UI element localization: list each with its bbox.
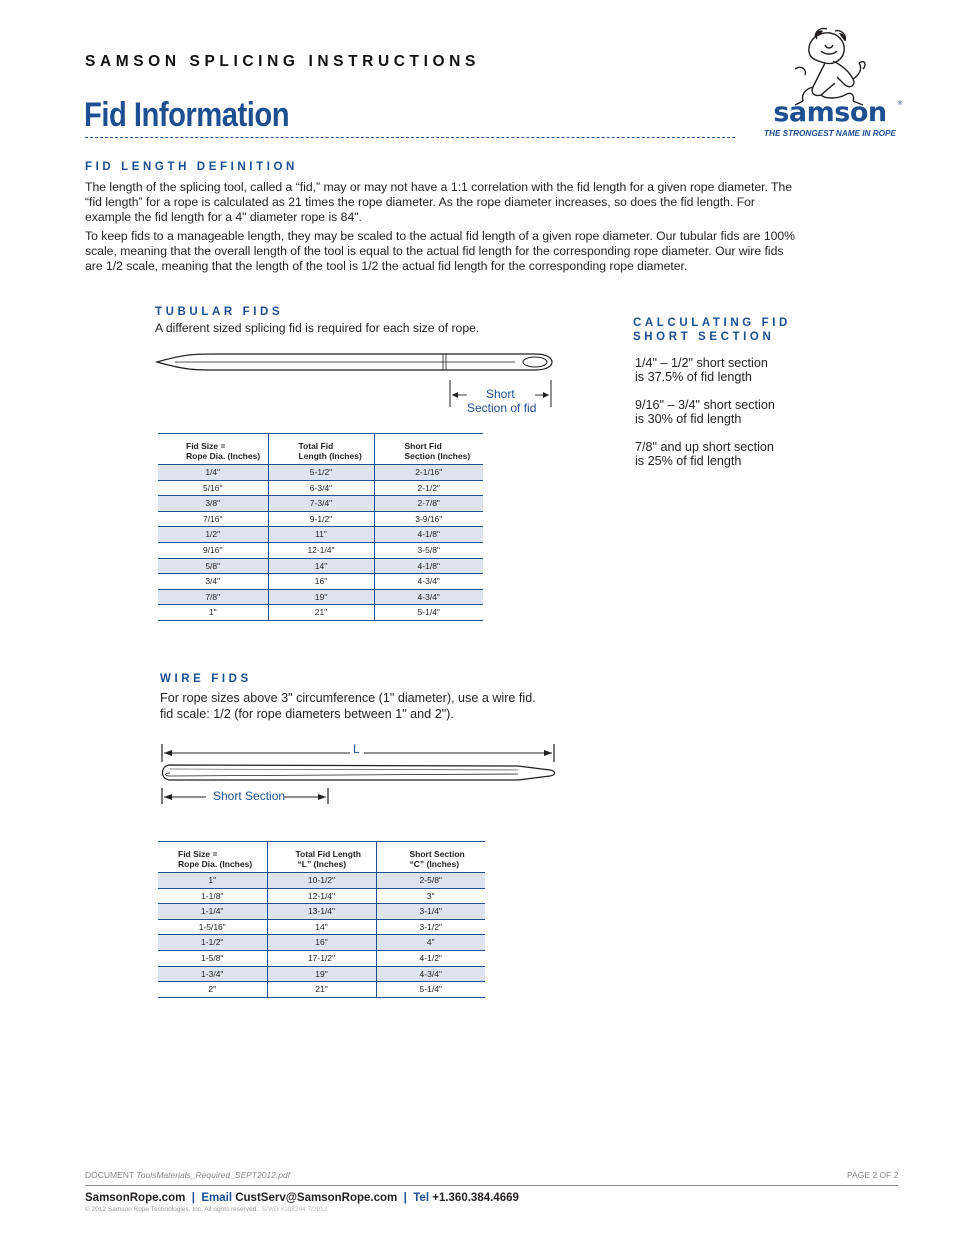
short-section-cell: 5-1/4" bbox=[374, 605, 483, 621]
column-header-short-section: Short Section “C” (Inches) bbox=[376, 842, 485, 873]
table-row bbox=[158, 496, 483, 512]
table-row bbox=[158, 982, 485, 998]
fid-size-cell: 1-1/4" bbox=[158, 904, 267, 920]
wire-fids-intro: For rope sizes above 3" circumference (1" diameter), use a wire fid. fid scale: 1/2 (for rope diameters between 1" and 2"). bbox=[160, 691, 536, 721]
short-section-label: Short Section bbox=[213, 789, 286, 803]
total-length-cell: 12-1/4" bbox=[267, 888, 376, 904]
table-row bbox=[158, 589, 483, 605]
page-title: Fid Information bbox=[84, 96, 290, 134]
samson-mascot-icon bbox=[755, 25, 905, 140]
fid-size-cell: 1" bbox=[158, 873, 267, 889]
fid-size-cell: 1/4" bbox=[158, 465, 268, 481]
length-L-label: L bbox=[353, 742, 360, 756]
table-row bbox=[158, 950, 485, 966]
fid-length-paragraph-2: To keep fids to a manageable length, they may be scaled to the actual fid length of a given rope diameter. Our tubular fids are 100% scale, meaning that the overall length of the tool is equal to the actual fid length for the corresponding rope diameter. Our wire fids are 1/2 scale, meaning that the length of the tool is 1/2 the actual fid length for the corresponding rope diameter. bbox=[85, 229, 796, 273]
table-row bbox=[158, 605, 483, 621]
short-section-cell: 5-1/4" bbox=[376, 982, 485, 998]
logo-tagline: THE STRONGEST NAME IN ROPE bbox=[764, 129, 896, 138]
total-length-cell: 11" bbox=[268, 527, 374, 543]
fid-length-paragraph-1: The length of the splicing tool, called a “fid,” may or may not have a 1:1 correlation with the fid length for a given rope diameter. The “fid length” for a rope is calculated as 21 times the rope diameter. As the rope diameter increases, so does the fid length. For example the fid length for a 4" diameter rope is 84". bbox=[85, 180, 793, 224]
fid-size-cell: 5/16" bbox=[158, 480, 268, 496]
fid-size-cell: 1" bbox=[158, 605, 268, 621]
total-length-cell: 19" bbox=[267, 966, 376, 982]
total-length-cell: 12-1/4" bbox=[268, 542, 374, 558]
calc-item: 7/8" and up short section is 25% of fid length bbox=[635, 440, 774, 468]
short-section-cell: 3" bbox=[376, 888, 485, 904]
footer-divider bbox=[85, 1185, 898, 1186]
short-section-cell: 2-1/16" bbox=[374, 465, 483, 481]
table-row bbox=[158, 935, 485, 951]
website-link[interactable]: SamsonRope.com bbox=[85, 1192, 186, 1204]
column-header-fid-size: Fid Size = Rope Dia. (Inches) bbox=[158, 842, 267, 873]
fid-size-cell: 1/2" bbox=[158, 527, 268, 543]
total-length-cell: 19" bbox=[268, 589, 374, 605]
email-link[interactable]: CustServ@SamsonRope.com bbox=[235, 1192, 398, 1204]
fid-size-cell: 3/4" bbox=[158, 574, 268, 590]
short-section-cell: 4" bbox=[376, 935, 485, 951]
table-row bbox=[158, 873, 485, 889]
copyright: © 2012 Samson Rope Technologies, Inc. All rights reserved. S/WD #108294 7/2012 bbox=[85, 1206, 328, 1213]
fid-size-cell: 2" bbox=[158, 982, 267, 998]
table-row bbox=[158, 966, 485, 982]
page-number: PAGE 2 OF 2 bbox=[847, 1170, 899, 1180]
column-header-fid-size: Fid Size = Rope Dia. (Inches) bbox=[158, 434, 268, 465]
short-section-cell: 3-1/2" bbox=[376, 919, 485, 935]
table-row bbox=[158, 574, 483, 590]
total-length-cell: 14" bbox=[268, 558, 374, 574]
short-section-cell: 4-1/2" bbox=[376, 950, 485, 966]
short-section-cell: 2-7/8" bbox=[374, 496, 483, 512]
total-length-cell: 17-1/2" bbox=[267, 950, 376, 966]
short-section-label-line2: Section of fid bbox=[467, 401, 537, 415]
fid-length-definition bbox=[85, 180, 801, 278]
total-length-cell: 7-3/4" bbox=[268, 496, 374, 512]
column-header-total-length: Total Fid Length (Inches) bbox=[268, 434, 374, 465]
table-row bbox=[158, 542, 483, 558]
table-header-row bbox=[158, 842, 485, 873]
phone-number: +1.360.384.4669 bbox=[432, 1192, 519, 1204]
total-length-cell: 5-1/2" bbox=[268, 465, 374, 481]
short-section-cell: 3-5/8" bbox=[374, 542, 483, 558]
tubular-fids-table bbox=[158, 433, 483, 621]
short-section-cell: 4-3/4" bbox=[374, 589, 483, 605]
contact-line: SamsonRope.com | Email CustServ@SamsonRope.com | Tel +1.360.384.4669 bbox=[85, 1192, 519, 1204]
short-section-cell: 2-5/8" bbox=[376, 873, 485, 889]
short-section-cell: 2-1/2" bbox=[374, 480, 483, 496]
total-length-cell: 9-1/2" bbox=[268, 511, 374, 527]
short-section-cell: 4-1/8" bbox=[374, 527, 483, 543]
total-length-cell: 13-1/4" bbox=[267, 904, 376, 920]
table-row bbox=[158, 888, 485, 904]
calc-item: 9/16" – 3/4" short section is 30% of fid length bbox=[635, 398, 775, 426]
short-section-cell: 4-3/4" bbox=[376, 966, 485, 982]
fid-size-cell: 7/8" bbox=[158, 589, 268, 605]
document-reference: DOCUMENT ToolsMaterials_Required_SEPT2012.pdf bbox=[85, 1170, 291, 1180]
tubular-fids-intro: A different sized splicing fid is required for each size of rope. bbox=[155, 321, 480, 335]
fid-size-cell: 1-3/4" bbox=[158, 966, 267, 982]
header-divider bbox=[85, 137, 735, 138]
total-length-cell: 10-1/2" bbox=[267, 873, 376, 889]
logo-wordmark: samson bbox=[773, 97, 887, 128]
table-header-row bbox=[158, 434, 483, 465]
total-length-cell: 16" bbox=[268, 574, 374, 590]
fid-size-cell: 5/8" bbox=[158, 558, 268, 574]
short-section-cell: 4-3/4" bbox=[374, 574, 483, 590]
total-length-cell: 21" bbox=[268, 605, 374, 621]
table-row bbox=[158, 904, 485, 920]
wire-fids-table bbox=[158, 841, 485, 998]
table-row bbox=[158, 919, 485, 935]
total-length-cell: 21" bbox=[267, 982, 376, 998]
short-section-cell: 3-9/16" bbox=[374, 511, 483, 527]
registered-mark: ® bbox=[897, 100, 903, 107]
wire-fid-diagram bbox=[158, 740, 558, 810]
wire-fids-heading: WIRE FIDS bbox=[160, 673, 252, 685]
short-section-label-line1: Short bbox=[486, 387, 515, 401]
total-length-cell: 14" bbox=[267, 919, 376, 935]
table-row bbox=[158, 558, 483, 574]
tubular-fid-diagram bbox=[155, 350, 555, 420]
fid-size-cell: 3/8" bbox=[158, 496, 268, 512]
fid-size-cell: 1-1/2" bbox=[158, 935, 267, 951]
column-header-total-length: Total Fid Length “L” (Inches) bbox=[267, 842, 376, 873]
calculating-fid-heading: CALCULATING FID SHORT SECTION bbox=[633, 317, 791, 343]
calculating-fid-list bbox=[635, 356, 775, 468]
table-row bbox=[158, 480, 483, 496]
document-series-title: SAMSON SPLICING INSTRUCTIONS bbox=[85, 53, 480, 70]
fid-size-cell: 1-1/8" bbox=[158, 888, 267, 904]
fid-size-cell: 9/16" bbox=[158, 542, 268, 558]
tubular-fids-heading: TUBULAR FIDS bbox=[155, 306, 284, 318]
column-header-short-section: Short Fid Section (Inches) bbox=[374, 434, 483, 465]
total-length-cell: 16" bbox=[267, 935, 376, 951]
fid-size-cell: 1-5/8" bbox=[158, 950, 267, 966]
table-row bbox=[158, 511, 483, 527]
fid-length-heading: FID LENGTH DEFINITION bbox=[85, 161, 298, 173]
table-row bbox=[158, 465, 483, 481]
table-row bbox=[158, 527, 483, 543]
fid-size-cell: 7/16" bbox=[158, 511, 268, 527]
total-length-cell: 6-3/4" bbox=[268, 480, 374, 496]
samson-logo bbox=[755, 25, 905, 140]
short-section-cell: 4-1/8" bbox=[374, 558, 483, 574]
fid-size-cell: 1-5/16" bbox=[158, 919, 267, 935]
calc-item: 1/4" – 1/2" short section is 37.5% of fid length bbox=[635, 356, 768, 384]
short-section-cell: 3-1/4" bbox=[376, 904, 485, 920]
